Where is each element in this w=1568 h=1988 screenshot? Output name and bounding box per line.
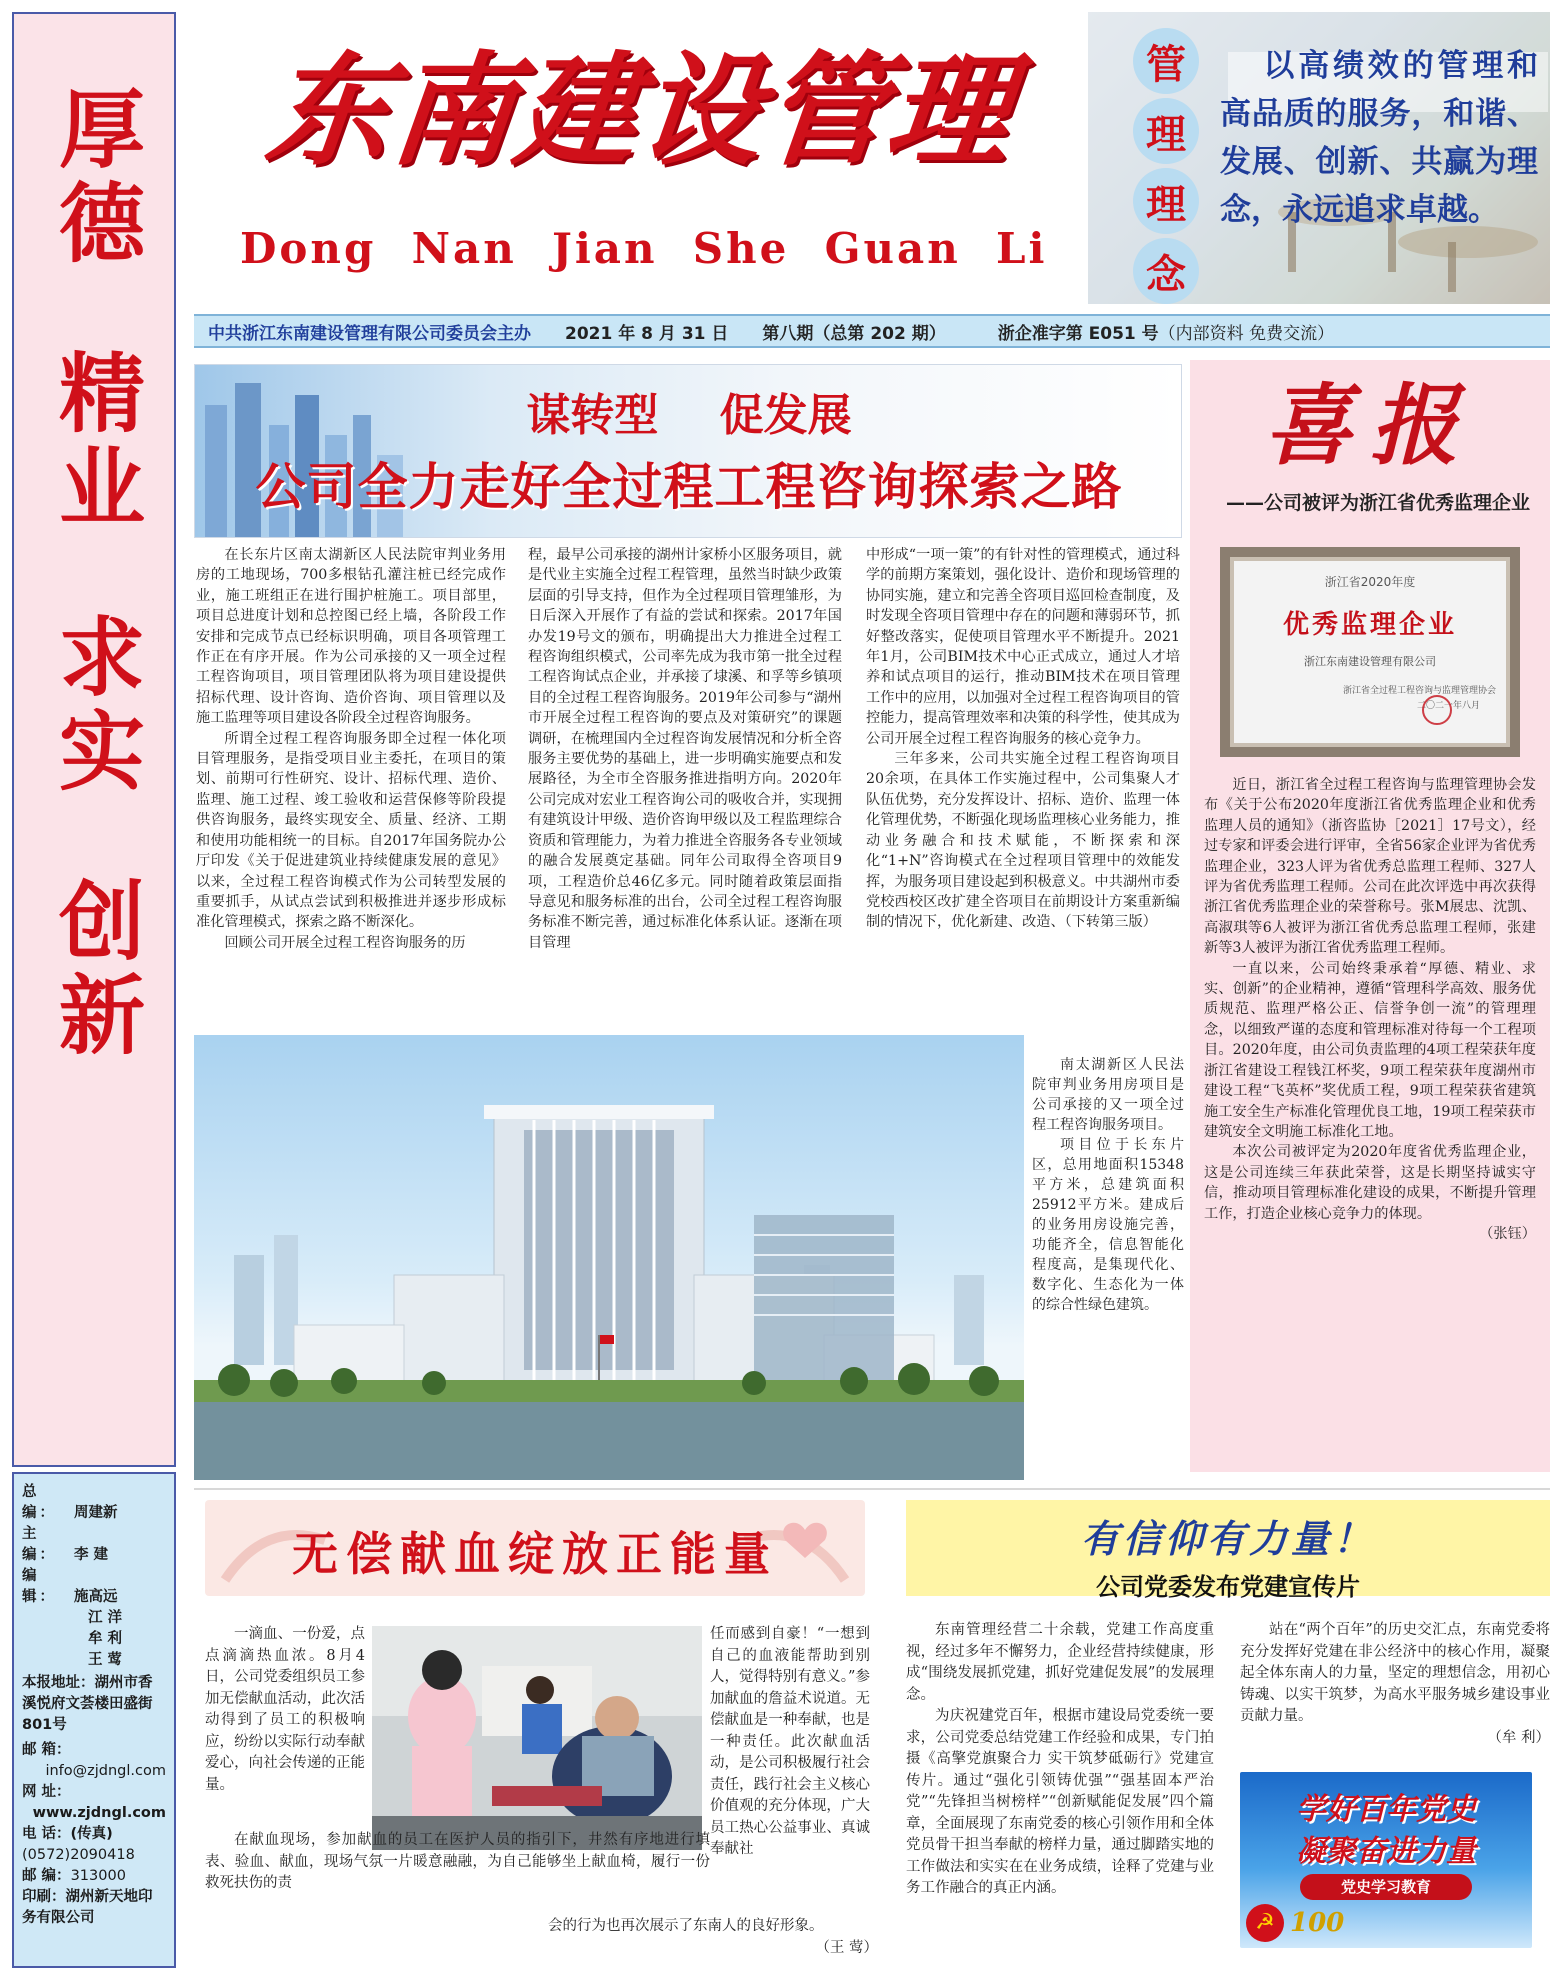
email-link[interactable]: info@zjdngl.com xyxy=(45,1763,166,1779)
good-news-paragraph: 一直以来，公司始终秉承着“厚德、精业、求实、创新”的企业精神，遵循“管理科学高效、服务优质规范、监理严格公正、信誉争创一流”的管理理念，以细致严谨的态度和管理标准对待每一个工程项目。2020年度，由公司负责监理的4项工程荣获年度浙江省建设工程钱江杯奖，9项工程荣获年度湖州市建设工程“飞英杯”奖优质工程，9项工程荣获省建筑施工安全生产标准化管理优良工地，19项工程荣获市建筑安全文明施工标准化工地。 xyxy=(1204,960,1536,1140)
poster-line-2: 凝聚奋进力量 xyxy=(1296,1834,1476,1869)
sponsor: 中共浙江东南建设管理有限公司委员会主办 xyxy=(208,323,531,344)
blood-column-2 xyxy=(710,1624,870,1914)
credit-label: 编 辑： xyxy=(22,1568,57,1605)
lead-paragraph: 回顾公司开展全过程工程咨询服务的历 xyxy=(224,934,466,951)
motto-text: 求实 xyxy=(44,612,145,800)
motto-text: 厚德 xyxy=(44,84,145,272)
philosophy-text: 以高绩效的管理和高品质的服务，和谐、发展、创新、共赢为理念，永远追求卓越。 xyxy=(1220,48,1538,228)
website-link[interactable]: www.zjdngl.com xyxy=(32,1805,166,1821)
party-author: （牟 利） xyxy=(1487,1729,1550,1746)
credit-label: 邮 箱： xyxy=(22,1742,71,1758)
party-paragraph: 站在“两个百年”的历史交汇点，东南党委将充分发挥好党建在非公经济中的核心作用，凝聚起全体东南人的力量，坚定的理想信念，用初心铸魂、以实干筑梦，为高水平服务城乡建设事业贡献力量。 xyxy=(1240,1622,1550,1724)
poster-tag: 党史学习教育 xyxy=(1300,1874,1472,1900)
party-column-1 xyxy=(906,1620,1214,1976)
staff-name: 牟 利 xyxy=(88,1631,123,1647)
masthead-title: 东南建设管理 xyxy=(260,38,1020,182)
blood-paragraph: 会的行为也再次展示了东南人的良好形象。 xyxy=(548,1918,824,1934)
plaque-year: 浙江省2020年度 xyxy=(1324,575,1416,589)
philosophy-label-char: 理 xyxy=(1133,168,1199,234)
motto-text: 创新 xyxy=(44,876,145,1064)
lead-article-column-3 xyxy=(866,545,1180,1033)
plaque-company: 浙江东南建设管理有限公司 xyxy=(1304,655,1436,668)
motto-line-2 xyxy=(14,348,174,540)
good-news-title: 喜报 xyxy=(1263,373,1476,477)
circulation-note: （内部资料 免费交流） xyxy=(1158,323,1335,344)
chief-editor: 周建新 xyxy=(74,1505,118,1521)
blood-headline-banner xyxy=(205,1500,865,1596)
issue-number: 第八期（总第 202 期） xyxy=(762,323,946,344)
masthead xyxy=(240,10,1048,310)
party-headline: 有信仰有力量！ xyxy=(1080,1516,1375,1561)
section-divider xyxy=(194,1488,1550,1490)
blood-donation-photo xyxy=(372,1626,702,1850)
blood-paragraph: 任而感到自豪！“一想到自己的血液能帮助到别人，觉得特别有意义。”参加献血的詹益术说道。无偿献血是一种奉献，也是一种责任。此次献血活动，是公司积极履行社会责任，践行社会主义核心价值观的充分体现，广大员工热心公益事业、真诚奉献社 xyxy=(710,1626,870,1857)
building-rendering xyxy=(194,1035,1024,1480)
credit-label: 邮 编： xyxy=(22,1868,71,1884)
lead-article-column-1 xyxy=(196,545,506,1033)
motto-column xyxy=(12,12,176,1467)
award-plaque xyxy=(1220,547,1520,757)
philosophy-label-char: 念 xyxy=(1133,238,1199,304)
postcode: 313000 xyxy=(70,1868,126,1884)
blood-ending xyxy=(548,1916,878,1966)
party-paragraph: 为庆祝建党百年，根据市建设局党委统一要求，公司党委总结党建工作经验和成果，专门拍摄《高擎党旗聚合力 实干筑梦砥砺行》党建宣传片。通过“强化引领铸优强”“强基固本严治党”“先锋担当树榜样”“创新赋能促发展”四个篇章，全面展现了东南党委的核心引领作用和全体党员骨干担当奉献的榜样力量，通过脚踏实地的工作做法和实实在在业务成绩，诠释了党建与业务工作融合的真正内涵。 xyxy=(906,1708,1214,1896)
lead-article-column-2 xyxy=(528,545,842,1033)
blood-column-1 xyxy=(205,1624,365,1816)
poster-line-1: 学好百年党史 xyxy=(1296,1792,1476,1827)
photo-caption xyxy=(1032,1055,1184,1475)
philosophy-label-char: 理 xyxy=(1133,98,1199,164)
address: 湖州市香溪悦府文荟楼田盛街801号 xyxy=(22,1675,153,1733)
centenary-logo: 100 xyxy=(1290,1908,1345,1938)
blood-paragraph: 一滴血、一份爱，点点滴滴热血浓。8月4日，公司党委组织员工参加无偿献血活动，此次活动得到了员工的积极响应，纷纷以实际行动奉献爱心，向社会传递的正能量。 xyxy=(205,1626,365,1793)
party-column-2 xyxy=(1240,1620,1550,1770)
lead-headline: 公司全力走好全过程工程咨询探索之路 xyxy=(255,458,1123,516)
party-paragraph: 东南管理经营二十余载，党建工作高度重视，经过多年不懈努力，企业经营持续健康，形成“围绕发展抓党建，抓好党建促发展”的发展理念。 xyxy=(906,1622,1214,1703)
party-headline-banner xyxy=(906,1500,1550,1601)
editor: 李 建 xyxy=(74,1547,109,1563)
plaque-seal xyxy=(1422,695,1452,725)
good-news-panel xyxy=(1190,360,1550,1472)
blood-paragraph: 在献血现场，参加献血的员工在医护人员的指引下，井然有序地进行填表、验血、献血，现场气氛一片暖意融融，为自己能够坐上献血椅，履行一份救死扶伤的责 xyxy=(205,1832,710,1891)
philosophy-box xyxy=(1088,12,1550,304)
credit-label: 印刷： xyxy=(22,1889,66,1905)
lead-kicker: 谋转型 促发展 xyxy=(526,390,852,441)
philosophy-label xyxy=(1128,28,1204,304)
party-history-poster xyxy=(1240,1772,1532,1948)
good-news-paragraph: 近日，浙江省全过程工程咨询与监理管理协会发布《关于公布2020年度浙江省优秀监理企业和优秀监理人员的通知》（浙咨监协［2021］17号文），经过专家和评委会进行评审，全省56家企业评为省优秀监理企业，323人评为省优秀总监理工程师、327人评为省优秀监理工程师。公司在此次评选中再次获得浙江省优秀监理企业的荣誉称号。张M展忠、沈凯、高淑琪等6人被评为浙江省优秀总监理工程师，张建新等3人被评为浙江省优秀监理工程师。 xyxy=(1204,777,1536,957)
plaque-date: 二〇二一年八月 xyxy=(1416,701,1480,711)
issue-date: 2021 年 8 月 31 日 xyxy=(565,323,729,344)
lead-headline-banner xyxy=(194,364,1182,538)
lead-paragraph: 中形成“一项一策”的有针对性的管理模式，通过科学的前期方案策划，强化设计、造价和现场管理的协同实施，建立和完善全咨项目巡回检查制度，及时发现全咨项目管理中存在的问题和薄弱环节，抓好整改落实，促使项目管理水平不断提升。2021年1月，公司BIM技术中心正式成立，通过人才培养和试点项目的运行，推动BIM技术在项目管理工作中的应用，以加强对全过程工程咨询项目的管控能力，提高管理效率和决策的科学性，使其成为公司开展全过程工程咨询服务的核心竞争力。 xyxy=(866,547,1180,747)
permit-number: 浙企准字第 E051 号 xyxy=(997,323,1159,344)
masthead-pinyin: Dong Nan Jian She Guan Li xyxy=(240,224,1048,273)
philosophy-label-char: 管 xyxy=(1133,28,1199,94)
motto-line-4 xyxy=(14,876,174,1068)
printer: 湖州新天地印务有限公司 xyxy=(22,1889,153,1926)
lead-paragraph: 所谓全过程工程咨询服务即全过程一体化项目管理服务，是指受项目业主委托，在项目的策划、前期可行性研究、设计、招标代理、造价、监理、施工过程、竣工验收和运营保修等阶段提供咨询服务，最终实现安全、质量、经济、工期和使用功能相统一的目标。自2017年国务院办公厅印发《关于促进建筑业持续健康发展的意见》以来，全过程工程咨询模式作为公司转型发展的重要抓手，从试点尝试到积极推进并逐步形成标准化管理模式，探索之路不断深化。 xyxy=(196,730,506,931)
staff-name: 江 洋 xyxy=(88,1610,123,1626)
staff-name: 王 莺 xyxy=(88,1652,123,1668)
lead-paragraph: 程，最早公司承接的湖州计家桥小区服务项目，就是代业主实施全过程工程管理，虽然当时缺少政策层面的引导支持，但作为全过程项目管理雏形，为日后深入开展作了有益的尝试和探索。2017年国办发19号文的颁布，明确提出大力推进全过程工程咨询组织模式，公司率先成为我市第一批全过程工程咨询试点企业，并承接了埭溪、和孚等乡镇项目的全过程工程咨询服务。2019年公司参与“湖州市开展全过程工程咨询的要点及对策研究”的课题调研，在梳理国内全过程咨询发展情况和分析全咨服务主要优势的基础上，进一步明确实施要点和发展路径，为全市全咨服务推进指明方向。2020年公司完成对宏业工程咨询公司的吸收合并，实现拥有建筑设计甲级、造价咨询甲级以及工程监理综合资质和管理能力，为着力推进全咨服务各专业领域的融合发展奠定基础。同年公司取得全咨项目9项，工程造价总46亿多元。同时随着政策层面指导意见和服务标准的出台，公司全过程工程咨询服务标准不断完善，通过标准化体系认证。逐渐在项目管理 xyxy=(528,547,842,951)
staff-name: 施高远 xyxy=(74,1589,118,1605)
blood-author: （王 莺） xyxy=(815,1939,878,1956)
lead-paragraph: 三年多来，公司共实施全过程工程咨询项目20余项，在具体工作实施过程中，公司集聚人才队伍优势，充分发挥设计、招标、造价、监理一体化管理优势，不断强化现场监理核心业务能力，推动业务融合和技术赋能，不断探索和深化“1+N”咨询模式在全过程项目管理中的效能发挥，为服务项目建设起到积极意义。中共湖州市委党校西校区改扩建全咨项目在前期设计方案重新编制的情况下，优化新建、改造、（下转第三版） xyxy=(866,751,1180,931)
credit-label: 网 址： xyxy=(22,1784,71,1800)
party-subhead: 公司党委发布党建宣传片 xyxy=(1096,1573,1360,1601)
phone: (0572)2090418 xyxy=(22,1847,135,1863)
donation-scene xyxy=(372,1626,702,1850)
motto-line-3 xyxy=(14,612,174,804)
plaque-issuer: 浙江省全过程工程咨询与监理管理协会 xyxy=(1342,686,1496,696)
party-emblem-icon: ☭ xyxy=(1246,1904,1284,1942)
good-news-paragraph: 本次公司被评定为2020年度省优秀监理企业，这是公司连续三年获此荣誉，这是长期坚持诚实守信，推动项目管理标准化建设的成果，不断提升管理工作，打造企业核心竞争力的体现。 xyxy=(1204,1144,1536,1222)
credit-label: 总 编： xyxy=(22,1484,57,1521)
lead-paragraph: 在长东片区南太湖新区人民法院审判业务用房的工地现场，700多根钻孔灌注桩已经完成作业，施工班组正在进行围护桩施工。项目部里，项目总进度计划和总控图已经上墙，各阶段工作安排和完成节点已经标识明确，项目各项管理工作正在有序开展。作为公司承接的又一项全过程工程咨询项目，项目管理团队将为项目建设提供招标代理、设计咨询、造价咨询、项目管理以及施工监理等项目建设各阶段全过程咨询服务。 xyxy=(196,547,506,727)
credit-label: 电 话：(传真) xyxy=(22,1826,113,1842)
good-news-subtitle: ——公司被评为浙江省优秀监理企业 xyxy=(1225,492,1530,514)
good-news-body xyxy=(1190,757,1550,1244)
good-news-author: （张钰） xyxy=(1479,1225,1536,1242)
blood-headline: 无偿献血绽放正能量 xyxy=(292,1527,778,1581)
credits-box xyxy=(12,1472,176,1968)
caption-text: 项目位于长东片区，总用地面积15348平方米，总建筑面积25912平方米。建成后的业务用房设施完善，功能齐全，信息智能化程度高，是集现代化、数字化、生态化为一体的综合性绿色建筑。 xyxy=(1032,1137,1184,1313)
motto-text: 精业 xyxy=(44,348,145,536)
plaque-title: 优秀监理企业 xyxy=(1282,610,1457,640)
caption-text: 南太湖新区人民法院审判业务用房项目是公司承接的又一项全过程工程咨询服务项目。 xyxy=(1032,1057,1184,1133)
credit-label: 本报地址： xyxy=(22,1675,95,1691)
motto-line-1 xyxy=(14,84,174,276)
info-bar xyxy=(194,314,1550,348)
building-photo xyxy=(194,1035,1024,1480)
credit-label: 主 编： xyxy=(22,1526,57,1563)
